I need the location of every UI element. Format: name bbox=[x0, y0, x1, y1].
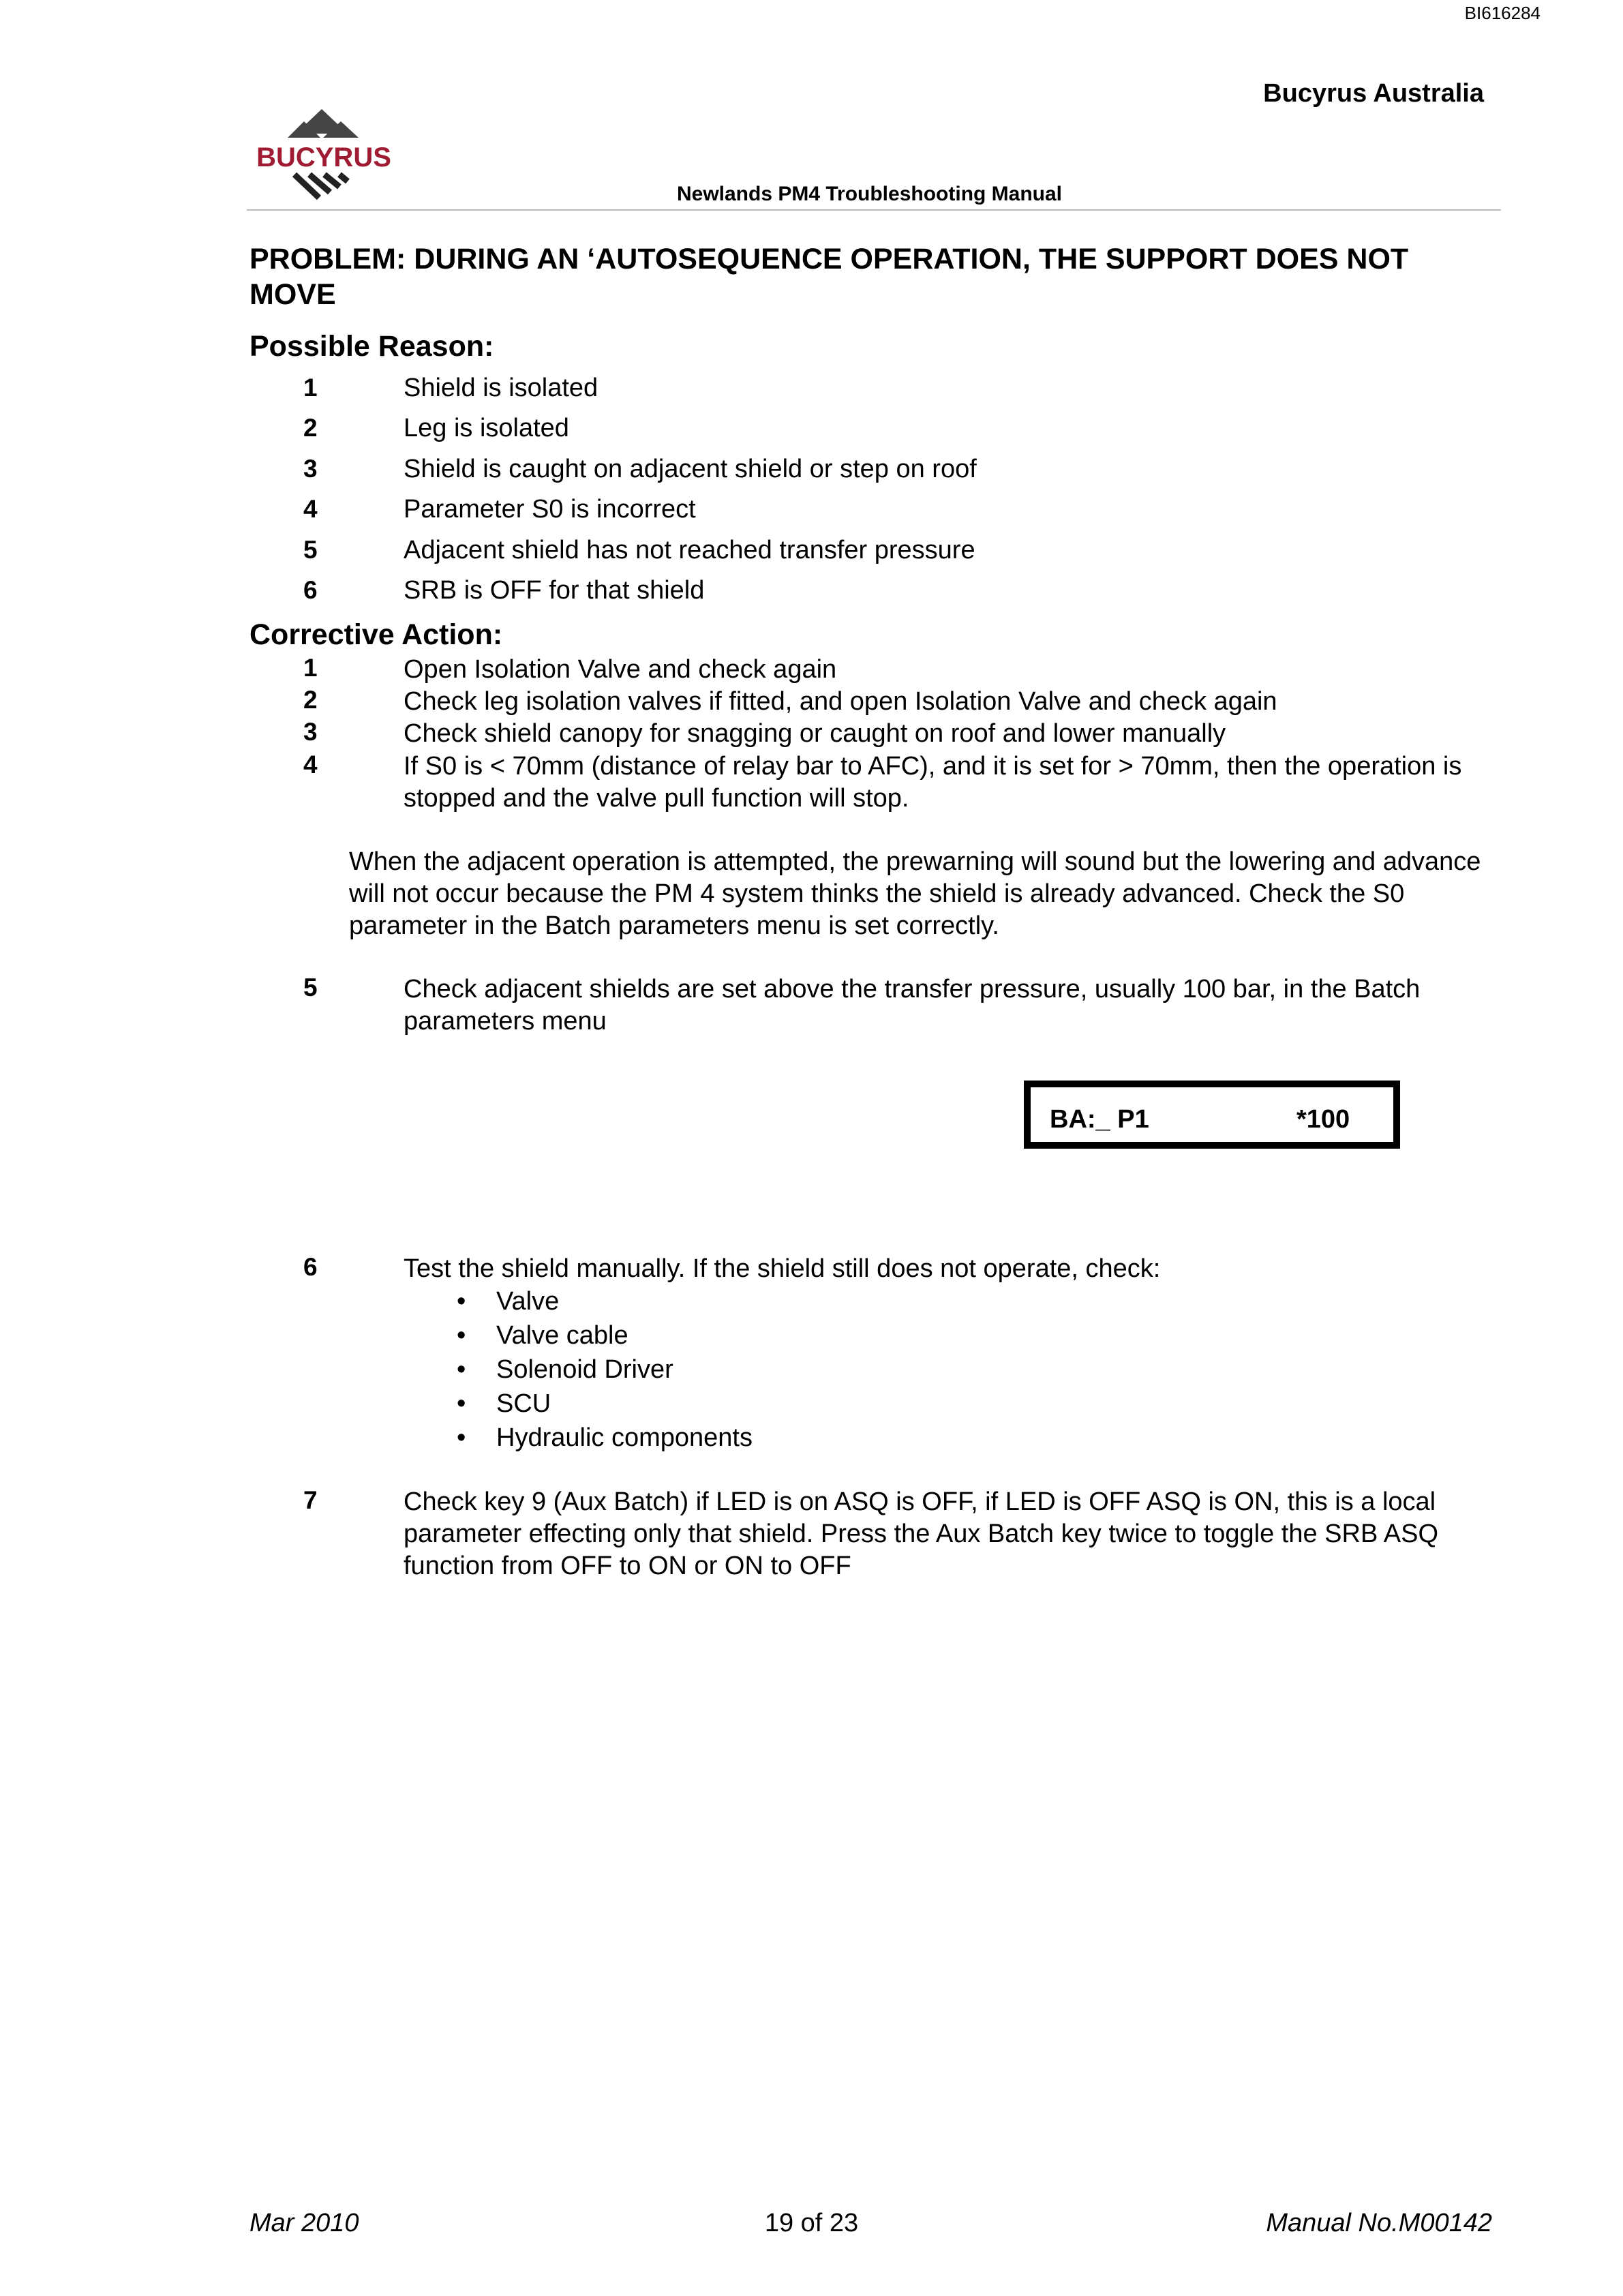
action-number: 1 bbox=[303, 654, 318, 682]
display-value: *100 bbox=[1296, 1105, 1350, 1134]
corrective-action-heading: Corrective Action: bbox=[249, 618, 503, 651]
list-item: • Valve cable bbox=[404, 1318, 753, 1353]
reason-text: SRB is OFF for that shield bbox=[404, 576, 705, 605]
action-number: 6 bbox=[303, 1253, 318, 1281]
manual-number: Manual No.M00142 bbox=[1266, 2209, 1492, 2237]
reason-text: Leg is isolated bbox=[404, 414, 569, 442]
batch-parameter-display bbox=[1024, 1081, 1400, 1149]
action-text: Test the shield manually. If the shield still does not operate, check: bbox=[404, 1254, 1161, 1283]
reason-text: Adjacent shield has not reached transfer pressure bbox=[404, 536, 975, 564]
reason-text: Parameter S0 is incorrect bbox=[404, 495, 696, 524]
adjacent-operation-note: When the adjacent operation is attempted, the prewarning will sound but the lowering and advance will not occur because the PM 4 system thinks the shield is already advanced. Check the S0 parameter in the Batch parameters menu is set correctly. bbox=[349, 847, 1481, 940]
action-text: If S0 is < 70mm (distance of relay bar to AFC), and it is set for > 70mm, then the operation is stopped and the valve pull function will stop. bbox=[404, 752, 1462, 813]
manual-title: Newlands PM4 Troubleshooting Manual bbox=[676, 183, 1063, 205]
problem-title: PROBLEM: DURING AN ‘AUTOSEQUENCE OPERATION, THE SUPPORT DOES NOT MOVE bbox=[249, 243, 1409, 311]
action-number: 3 bbox=[303, 718, 318, 746]
list-item: • Solenoid Driver bbox=[404, 1353, 753, 1387]
action-number: 7 bbox=[303, 1486, 318, 1514]
action-text: Check shield canopy for snagging or caught on roof and lower manually bbox=[404, 719, 1226, 748]
reason-number: 6 bbox=[303, 576, 318, 604]
action-text: Check leg isolation valves if fitted, and open Isolation Valve and check again bbox=[404, 687, 1277, 716]
possible-reason-heading: Possible Reason: bbox=[249, 330, 494, 363]
display-label: BA:_ P1 bbox=[1050, 1105, 1149, 1134]
action-text: Check key 9 (Aux Batch) if LED is on ASQ is OFF, if LED is OFF ASQ is ON, this is a local parameter effecting only that shield. Press the Aux Batch key twice to toggle the SRB ASQ function from OFF to ON or ON to OFF bbox=[404, 1487, 1439, 1580]
list-item: • Hydraulic components bbox=[404, 1421, 753, 1455]
list-item: • Valve bbox=[404, 1284, 753, 1318]
reason-text: Shield is caught on adjacent shield or step on roof bbox=[404, 455, 977, 483]
company-name: Bucyrus Australia bbox=[1263, 79, 1484, 108]
reason-number: 5 bbox=[303, 536, 318, 564]
list-item: • SCU bbox=[404, 1387, 753, 1421]
action-text: Check adjacent shields are set above the transfer pressure, usually 100 bar, in the Batch parameters menu bbox=[404, 975, 1421, 1036]
action-number: 5 bbox=[303, 973, 318, 1001]
reason-number: 4 bbox=[303, 495, 318, 523]
reason-number: 1 bbox=[303, 374, 318, 402]
page-number: 19 of 23 bbox=[764, 2209, 859, 2237]
reason-number: 2 bbox=[303, 414, 318, 442]
logo-text: BUCYRUS bbox=[256, 142, 391, 172]
action-text: Open Isolation Valve and check again bbox=[404, 655, 837, 684]
reason-text: Shield is isolated bbox=[404, 374, 598, 402]
header-divider bbox=[247, 209, 1501, 211]
footer-date: Mar 2010 bbox=[249, 2209, 359, 2237]
reason-number: 3 bbox=[303, 455, 318, 483]
action-number: 4 bbox=[303, 751, 318, 779]
action-number: 2 bbox=[303, 686, 318, 714]
check-list bbox=[404, 1284, 753, 1455]
document-id: BI616284 bbox=[1464, 3, 1541, 23]
